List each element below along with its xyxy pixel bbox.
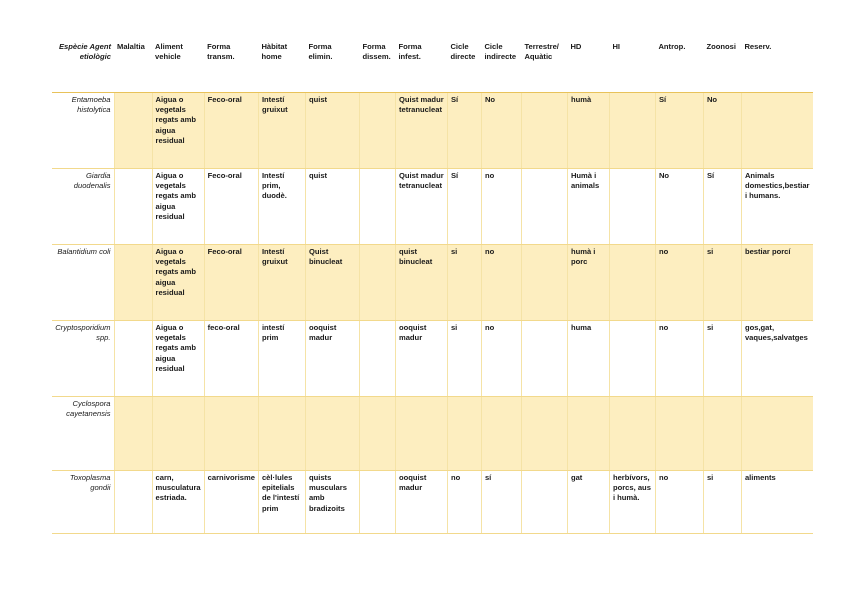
cell-elimin: Quist binucleat — [305, 245, 359, 321]
cell-hi — [609, 93, 655, 169]
cell-zoonosi: si — [703, 471, 741, 534]
cell-infest: ooquist madur — [395, 471, 447, 534]
cell-dissem — [359, 245, 395, 321]
cell-indirecte: No — [481, 93, 521, 169]
cell-reserv: gos,gat, vaques,salvatges — [741, 321, 812, 397]
header-habitat: Hàbitat home — [258, 40, 305, 93]
table-row — [52, 169, 813, 245]
cell-directe: no — [447, 471, 481, 534]
cell-reserv — [741, 397, 812, 471]
header-species: Espècie Agent etiològic — [52, 40, 114, 93]
table-row — [52, 93, 813, 169]
cell-transm: feco-oral — [204, 321, 258, 397]
cell-infest: ooquist madur — [395, 321, 447, 397]
header-indirecte: Cicle indirecte — [481, 40, 521, 93]
cell-zoonosi: No — [703, 93, 741, 169]
cell-indirecte: no — [481, 245, 521, 321]
cell-transm — [204, 397, 258, 471]
cell-malaltia — [114, 471, 152, 534]
header-dissem: Forma dissem. — [359, 40, 395, 93]
cell-dissem — [359, 321, 395, 397]
cell-indirecte — [481, 397, 521, 471]
cell-reserv: aliments — [741, 471, 812, 534]
cell-elimin — [305, 397, 359, 471]
cell-malaltia — [114, 321, 152, 397]
cell-antrop: no — [655, 321, 703, 397]
header-reserv: Reserv. — [741, 40, 812, 93]
cell-hi — [609, 321, 655, 397]
cell-antrop: no — [655, 471, 703, 534]
cell-dissem — [359, 93, 395, 169]
cell-aliment — [152, 397, 204, 471]
cell-transm: carnivorisme — [204, 471, 258, 534]
cell-directe: Sí — [447, 93, 481, 169]
cell-hi — [609, 245, 655, 321]
table-row — [52, 321, 813, 397]
cell-zoonosi: Sí — [703, 169, 741, 245]
cell-infest — [395, 397, 447, 471]
cell-malaltia — [114, 245, 152, 321]
cell-transm: Feco-oral — [204, 245, 258, 321]
parasite-table — [52, 40, 813, 534]
cell-habitat — [258, 397, 305, 471]
cell-species: Cyclospora cayetanensis — [52, 397, 114, 471]
cell-indirecte: sí — [481, 471, 521, 534]
cell-dissem — [359, 397, 395, 471]
cell-dissem — [359, 169, 395, 245]
cell-directe: Sí — [447, 169, 481, 245]
cell-malaltia — [114, 397, 152, 471]
cell-directe: si — [447, 321, 481, 397]
header-infest: Forma infest. — [395, 40, 447, 93]
cell-infest: quist binucleat — [395, 245, 447, 321]
cell-infest: Quist madur tetranucleat — [395, 93, 447, 169]
cell-reserv: Animals domestics,bestiar i humans. — [741, 169, 812, 245]
cell-directe: si — [447, 245, 481, 321]
cell-aliment: Aigua o vegetals regats amb aigua residual — [152, 93, 204, 169]
header-hd: HD — [567, 40, 609, 93]
cell-infest: Quist madur tetranucleat — [395, 169, 447, 245]
cell-antrop — [655, 397, 703, 471]
cell-elimin: ooquist madur — [305, 321, 359, 397]
cell-zoonosi — [703, 397, 741, 471]
cell-indirecte: no — [481, 169, 521, 245]
cell-habitat: cèl·lules epitelials de l'intestí prim — [258, 471, 305, 534]
cell-terrestre — [521, 245, 567, 321]
cell-reserv: bestiar porcí — [741, 245, 812, 321]
cell-directe — [447, 397, 481, 471]
cell-hi — [609, 169, 655, 245]
cell-antrop: no — [655, 245, 703, 321]
header-row — [52, 40, 813, 93]
cell-transm: Feco-oral — [204, 93, 258, 169]
cell-reserv — [741, 93, 812, 169]
header-directe: Cicle directe — [447, 40, 481, 93]
cell-habitat: intestí prim — [258, 321, 305, 397]
cell-hd: Humà i animals — [567, 169, 609, 245]
cell-species: Balantidium coli — [52, 245, 114, 321]
cell-malaltia — [114, 169, 152, 245]
cell-hd: humà i porc — [567, 245, 609, 321]
header-zoonosi: Zoonosi — [703, 40, 741, 93]
cell-terrestre — [521, 397, 567, 471]
cell-hd — [567, 397, 609, 471]
table-row — [52, 397, 813, 471]
cell-terrestre — [521, 93, 567, 169]
cell-transm: Feco-oral — [204, 169, 258, 245]
cell-species: Cryptosporidium spp. — [52, 321, 114, 397]
cell-zoonosi: si — [703, 321, 741, 397]
cell-elimin: quist — [305, 93, 359, 169]
cell-terrestre — [521, 321, 567, 397]
cell-dissem — [359, 471, 395, 534]
table-row — [52, 245, 813, 321]
header-terrestre: Terrestre/ Aquàtic — [521, 40, 567, 93]
cell-aliment: Aigua o vegetals regats amb aigua residual — [152, 169, 204, 245]
cell-antrop: Sí — [655, 93, 703, 169]
cell-antrop: No — [655, 169, 703, 245]
cell-indirecte: no — [481, 321, 521, 397]
cell-aliment: carn, musculatura estriada. — [152, 471, 204, 534]
cell-hi — [609, 397, 655, 471]
cell-zoonosi: si — [703, 245, 741, 321]
cell-habitat: Intestí gruixut — [258, 245, 305, 321]
cell-hd: huma — [567, 321, 609, 397]
cell-species: Toxoplasma gondii — [52, 471, 114, 534]
header-hi: HI — [609, 40, 655, 93]
cell-terrestre — [521, 471, 567, 534]
cell-species: Entamoeba histolytica — [52, 93, 114, 169]
cell-habitat: Intestí gruixut — [258, 93, 305, 169]
cell-malaltia — [114, 93, 152, 169]
cell-species: Giardia duodenalis — [52, 169, 114, 245]
cell-elimin: quist — [305, 169, 359, 245]
header-elimin: Forma elimin. — [305, 40, 359, 93]
cell-hd: gat — [567, 471, 609, 534]
cell-terrestre — [521, 169, 567, 245]
header-malaltia: Malaltia — [114, 40, 152, 93]
header-transm: Forma transm. — [204, 40, 258, 93]
table-row — [52, 471, 813, 534]
cell-hd: humà — [567, 93, 609, 169]
cell-aliment: Aigua o vegetals regats amb aigua residual — [152, 321, 204, 397]
cell-aliment: Aigua o vegetals regats amb aigua residual — [152, 245, 204, 321]
cell-habitat: Intestí prim, duodè. — [258, 169, 305, 245]
cell-hi: herbívors, porcs, aus i humà. — [609, 471, 655, 534]
header-antrop: Antrop. — [655, 40, 703, 93]
header-aliment: Aliment vehicle — [152, 40, 204, 93]
cell-elimin: quists musculars amb bradizoits — [305, 471, 359, 534]
